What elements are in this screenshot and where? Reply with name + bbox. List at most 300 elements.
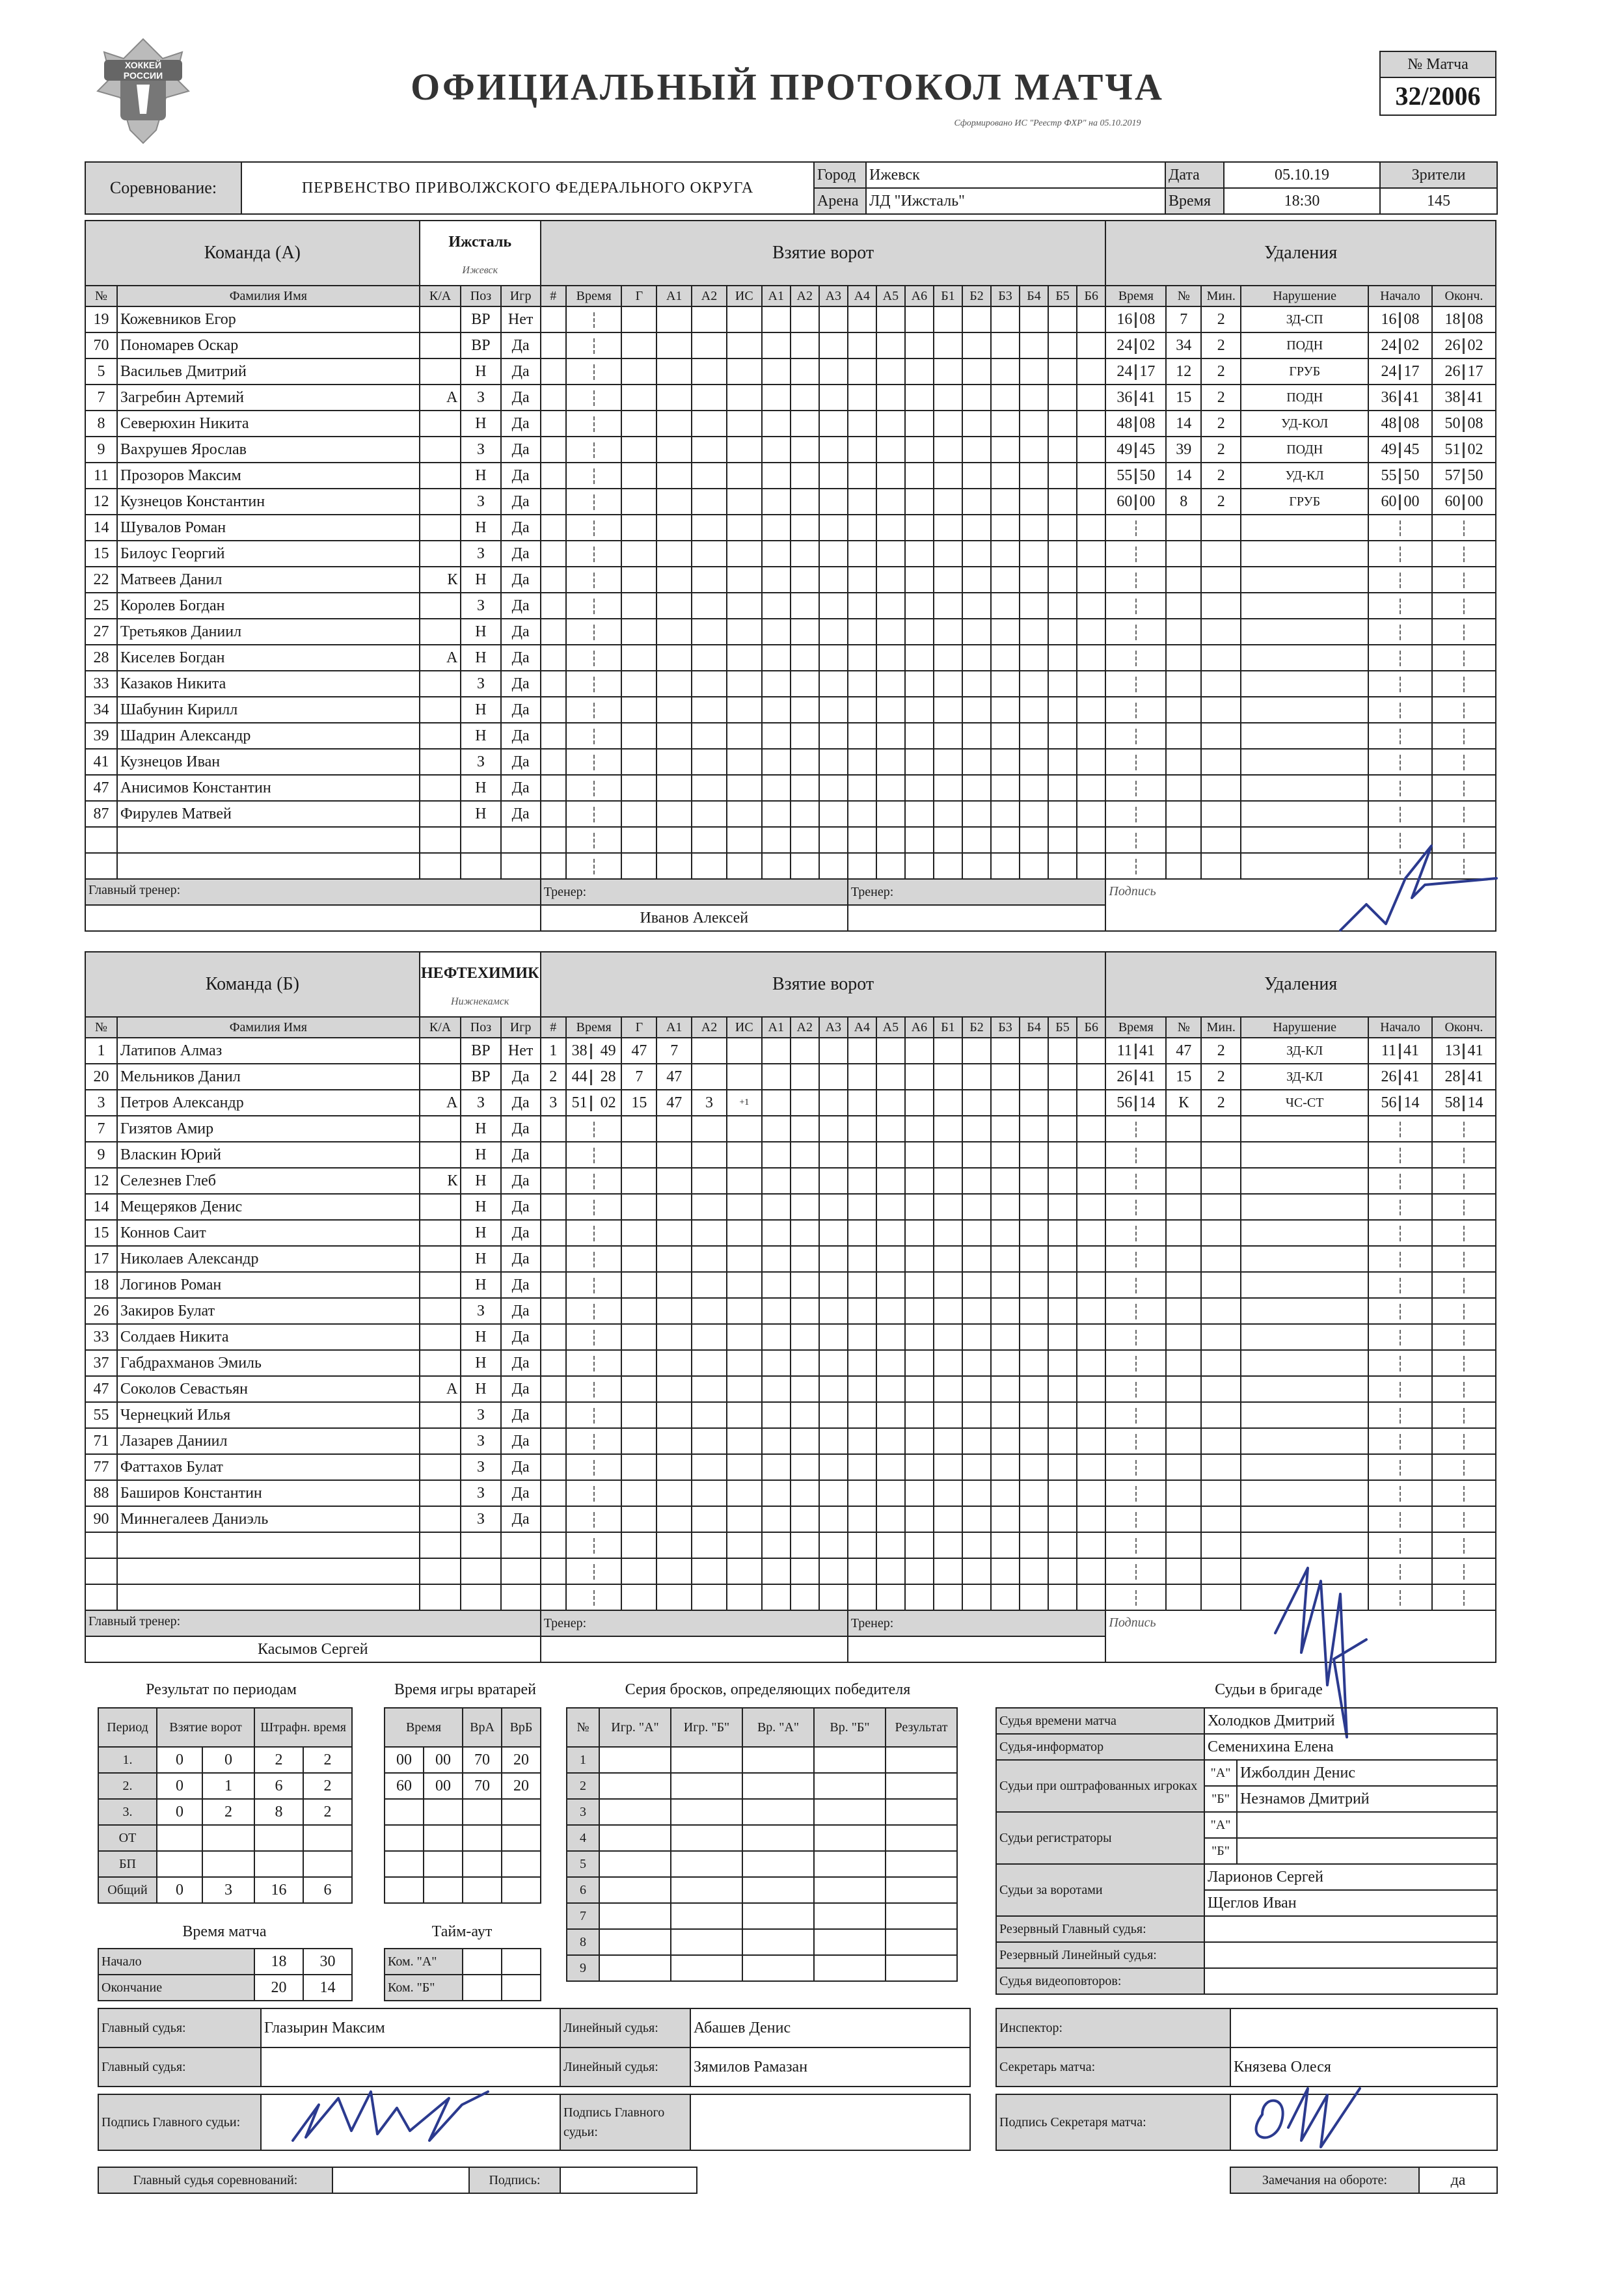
period-goals-b: 2 bbox=[202, 1799, 254, 1825]
time-sep bbox=[1400, 573, 1401, 588]
empty-cell bbox=[692, 1532, 727, 1558]
onice-cell bbox=[848, 332, 876, 358]
onice-cell bbox=[876, 1584, 905, 1610]
onice-cell bbox=[876, 1116, 905, 1142]
empty-cell bbox=[541, 567, 566, 593]
onice-cell bbox=[848, 1090, 876, 1116]
onice-cell bbox=[819, 1298, 848, 1324]
team_a-coach1-label: Тренер: bbox=[541, 879, 848, 905]
time-sep bbox=[1135, 1408, 1137, 1424]
empty-cell bbox=[692, 697, 727, 723]
timeout-a-m bbox=[463, 1949, 502, 1975]
informer-label: Судья-информатор bbox=[996, 1734, 1204, 1760]
empty-goal-time bbox=[566, 306, 622, 332]
timeout-b-s bbox=[502, 1975, 541, 2001]
pen-minutes: 2 bbox=[1201, 463, 1241, 489]
onice-cell bbox=[762, 1324, 791, 1350]
empty-cell bbox=[1166, 1246, 1201, 1272]
registrar-a-tag: "А" bbox=[1204, 1812, 1237, 1838]
onice-cell bbox=[962, 749, 991, 775]
onice-cell bbox=[962, 1324, 991, 1350]
empty-cell bbox=[656, 567, 692, 593]
empty-cell bbox=[727, 1584, 762, 1610]
empty-cell bbox=[1166, 723, 1201, 749]
onice-cell bbox=[905, 567, 934, 593]
time-sep bbox=[1463, 390, 1465, 406]
onice-cell bbox=[905, 697, 934, 723]
empty-pen-time bbox=[1105, 801, 1166, 827]
empty-cell bbox=[656, 723, 692, 749]
empty-pen-time bbox=[1105, 1558, 1166, 1584]
empty-cell bbox=[1241, 1272, 1368, 1298]
match-end-label: Окончание bbox=[98, 1975, 254, 2001]
pen-end bbox=[1432, 437, 1496, 463]
period-goals-b: 1 bbox=[202, 1773, 254, 1799]
time-sep bbox=[1400, 625, 1401, 640]
onice-cell bbox=[905, 515, 934, 541]
empty-cell bbox=[692, 1402, 727, 1428]
onice-cell bbox=[905, 1220, 934, 1246]
onice-cell bbox=[819, 619, 848, 645]
empty-pen-start bbox=[1368, 1480, 1432, 1506]
onice-cell bbox=[934, 1064, 962, 1090]
empty-pen-start bbox=[1368, 801, 1432, 827]
onice-cell bbox=[848, 1532, 876, 1558]
pen-min-val: 24 bbox=[1116, 337, 1133, 354]
empty-cell bbox=[117, 853, 420, 879]
time-sep bbox=[1463, 1460, 1465, 1476]
onice-cell bbox=[876, 1558, 905, 1584]
empty-cell bbox=[656, 671, 692, 697]
period-row bbox=[98, 1851, 352, 1877]
onice-cell bbox=[762, 437, 791, 463]
team_b-col-a2: А2 bbox=[692, 1017, 727, 1038]
team_b-player-row bbox=[85, 1480, 1496, 1506]
onice-cell bbox=[876, 1376, 905, 1402]
player-played: Да bbox=[501, 1090, 541, 1116]
pen-start bbox=[1368, 1090, 1432, 1116]
player-name: Фаттахов Булат bbox=[117, 1454, 420, 1480]
onice-cell bbox=[848, 1506, 876, 1532]
pen-infraction: ЧС-СТ bbox=[1241, 1090, 1368, 1116]
onice-cell bbox=[905, 358, 934, 385]
empty-cell bbox=[1166, 1558, 1201, 1584]
pen-infraction: ПОДН bbox=[1241, 437, 1368, 463]
empty-cell bbox=[1201, 1350, 1241, 1376]
shootout-table bbox=[566, 1707, 958, 1982]
empty-cell bbox=[541, 489, 566, 515]
pen-end-s: 02 bbox=[1467, 441, 1483, 458]
onice-cell bbox=[1048, 593, 1077, 619]
pen-min-val: 60 bbox=[1116, 493, 1133, 510]
player-number: 8 bbox=[85, 411, 117, 437]
onice-cell bbox=[876, 489, 905, 515]
empty-goal-time bbox=[566, 1376, 622, 1402]
onice-cell bbox=[934, 463, 962, 489]
empty-cell bbox=[1166, 1454, 1201, 1480]
onice-cell bbox=[762, 1428, 791, 1454]
onice-cell bbox=[991, 358, 1020, 385]
empty-cell bbox=[692, 1220, 727, 1246]
onice-cell bbox=[791, 1090, 819, 1116]
player-ka: К bbox=[420, 1168, 461, 1194]
competition-name: ПЕРВЕНСТВО ПРИВОЛЖСКОГО ФЕДЕРАЛЬНОГО ОКРУГА bbox=[241, 162, 814, 214]
onice-cell bbox=[934, 332, 962, 358]
player-played: Да bbox=[501, 619, 541, 645]
team_b-player-row bbox=[85, 1194, 1496, 1220]
empty-cell bbox=[814, 1773, 886, 1799]
time-sep bbox=[1135, 703, 1137, 718]
onice-cell bbox=[1020, 1038, 1048, 1064]
empty-cell bbox=[1201, 749, 1241, 775]
empty-cell bbox=[742, 1825, 814, 1851]
onice-cell bbox=[848, 1428, 876, 1454]
player-ka bbox=[420, 1194, 461, 1220]
empty-cell bbox=[886, 1877, 957, 1903]
player-played: Да bbox=[501, 749, 541, 775]
onice-cell bbox=[1077, 306, 1105, 332]
empty-cell bbox=[727, 385, 762, 411]
goalie-row bbox=[385, 1851, 541, 1877]
empty-cell bbox=[621, 1246, 656, 1272]
sig-main-label: Подпись Главного судьи: bbox=[98, 2094, 261, 2150]
player-ka bbox=[420, 1246, 461, 1272]
empty-pen-time bbox=[1105, 515, 1166, 541]
shootout-num: 5 bbox=[567, 1851, 599, 1877]
team_b-col-onice-2: А3 bbox=[819, 1017, 848, 1038]
pen-end-m: 13 bbox=[1444, 1042, 1461, 1059]
player-number: 11 bbox=[85, 463, 117, 489]
time-sep bbox=[1135, 1330, 1137, 1345]
player-name: Чернецкий Илья bbox=[117, 1402, 420, 1428]
onice-cell bbox=[991, 1298, 1020, 1324]
team_b-player-row bbox=[85, 1454, 1496, 1480]
empty-cell bbox=[671, 1955, 742, 1981]
time-sep bbox=[1135, 1122, 1137, 1137]
time-sep bbox=[1400, 1330, 1401, 1345]
empty-cell bbox=[727, 749, 762, 775]
time-sep bbox=[1135, 547, 1137, 562]
empty-pen-end bbox=[1432, 645, 1496, 671]
notes-label: Замечания на обороте: bbox=[1230, 2167, 1419, 2193]
onice-cell bbox=[848, 358, 876, 385]
time-sep bbox=[1135, 364, 1137, 380]
time-sep bbox=[1135, 468, 1137, 484]
empty-cell bbox=[621, 645, 656, 671]
onice-cell bbox=[791, 1402, 819, 1428]
player-number: 25 bbox=[85, 593, 117, 619]
onice-cell bbox=[934, 1584, 962, 1610]
period-row bbox=[98, 1773, 352, 1799]
pen-sec-val: 41 bbox=[1139, 1068, 1156, 1085]
onice-cell bbox=[1048, 645, 1077, 671]
shootout-title: Серия бросков, определяющих победителя bbox=[625, 1681, 911, 1698]
pen-infraction: ПОДН bbox=[1241, 385, 1368, 411]
pen-minutes: 2 bbox=[1201, 489, 1241, 515]
pen-min-val: 55 bbox=[1116, 467, 1133, 484]
team_b-col-onice-6: Б1 bbox=[934, 1017, 962, 1038]
timeout-b-m bbox=[463, 1975, 502, 2001]
empty-cell bbox=[621, 1558, 656, 1584]
player-name: Пономарев Оскар bbox=[117, 332, 420, 358]
player-name: Матвеев Данил bbox=[117, 567, 420, 593]
onice-cell bbox=[876, 1324, 905, 1350]
empty-pen-time bbox=[1105, 1298, 1166, 1324]
empty-cell bbox=[727, 437, 762, 463]
onice-cell bbox=[1077, 541, 1105, 567]
goal-a1: 47 bbox=[656, 1090, 692, 1116]
team_a-player-row bbox=[85, 306, 1496, 332]
empty-goal-time bbox=[566, 1350, 622, 1376]
onice-cell bbox=[962, 1194, 991, 1220]
time-sep bbox=[1463, 547, 1465, 562]
empty-cell bbox=[692, 541, 727, 567]
team_b-player-row bbox=[85, 1272, 1496, 1298]
onice-cell bbox=[962, 1532, 991, 1558]
empty-cell bbox=[599, 1955, 671, 1981]
team_a-col-g_g: Г bbox=[621, 286, 656, 306]
empty-cell bbox=[727, 1116, 762, 1142]
onice-cell bbox=[1048, 332, 1077, 358]
onice-cell bbox=[848, 1064, 876, 1090]
onice-cell bbox=[819, 1324, 848, 1350]
periods-col-period: Период bbox=[98, 1708, 157, 1747]
player-number: 55 bbox=[85, 1402, 117, 1428]
team_b-col-onice-11: Б6 bbox=[1077, 1017, 1105, 1038]
onice-cell bbox=[791, 1038, 819, 1064]
pen-start bbox=[1368, 385, 1432, 411]
empty-cell bbox=[541, 1558, 566, 1584]
empty-cell bbox=[599, 1929, 671, 1955]
goalie-row bbox=[385, 1877, 541, 1903]
empty-cell bbox=[461, 827, 500, 853]
onice-cell bbox=[1020, 567, 1048, 593]
onice-cell bbox=[1048, 1480, 1077, 1506]
team_b-col-onice-10: Б5 bbox=[1048, 1017, 1077, 1038]
onice-cell bbox=[791, 749, 819, 775]
onice-cell bbox=[1020, 853, 1048, 879]
empty-pen-end bbox=[1432, 1558, 1496, 1584]
onice-cell bbox=[819, 1376, 848, 1402]
onice-cell bbox=[991, 1246, 1020, 1272]
onice-cell bbox=[848, 1116, 876, 1142]
time-sep bbox=[593, 1382, 595, 1398]
onice-cell bbox=[934, 1116, 962, 1142]
onice-cell bbox=[991, 1376, 1020, 1402]
time-sep bbox=[1135, 1538, 1137, 1554]
time-sep bbox=[593, 677, 595, 692]
periods-table bbox=[98, 1707, 353, 1904]
onice-cell bbox=[819, 1428, 848, 1454]
player-played: Да bbox=[501, 1506, 541, 1532]
empty-cell bbox=[1166, 1402, 1201, 1428]
player-played: Нет bbox=[501, 306, 541, 332]
player-played: Да bbox=[501, 1298, 541, 1324]
player-played: Да bbox=[501, 1168, 541, 1194]
empty-goal-time bbox=[566, 827, 622, 853]
periods-title: Результат по периодам bbox=[146, 1681, 297, 1698]
onice-cell bbox=[876, 1402, 905, 1428]
empty-cell bbox=[385, 1877, 424, 1903]
penalty-box-label: Судьи при оштрафованных игроках bbox=[996, 1760, 1204, 1812]
player-ka bbox=[420, 437, 461, 463]
empty-cell bbox=[541, 671, 566, 697]
team_b-player-row bbox=[85, 1428, 1496, 1454]
onice-cell bbox=[934, 1402, 962, 1428]
onice-cell bbox=[1048, 1168, 1077, 1194]
onice-cell bbox=[991, 697, 1020, 723]
sign-label: Подпись: bbox=[469, 2167, 560, 2193]
empty-cell bbox=[656, 1584, 692, 1610]
onice-cell bbox=[1020, 489, 1048, 515]
onice-cell bbox=[1077, 1584, 1105, 1610]
time-sep bbox=[1463, 1252, 1465, 1267]
pen-end-s: 41 bbox=[1467, 389, 1483, 406]
player-ka bbox=[420, 1116, 461, 1142]
empty-pen-time bbox=[1105, 1272, 1166, 1298]
onice-cell bbox=[1020, 1220, 1048, 1246]
onice-cell bbox=[876, 1532, 905, 1558]
pen-player: 12 bbox=[1166, 358, 1201, 385]
empty-cell bbox=[541, 1584, 566, 1610]
team_b-player-row bbox=[85, 1064, 1496, 1090]
onice-cell bbox=[905, 749, 934, 775]
player-played: Да bbox=[501, 1064, 541, 1090]
pen-start-m: 16 bbox=[1381, 311, 1397, 328]
empty-cell bbox=[501, 1584, 541, 1610]
team_a-head-coach-label: Главный тренер: bbox=[85, 879, 541, 905]
pen-minutes: 2 bbox=[1201, 411, 1241, 437]
onice-cell bbox=[905, 1142, 934, 1168]
onice-cell bbox=[791, 1298, 819, 1324]
empty-cell bbox=[621, 1168, 656, 1194]
time-sep bbox=[1400, 1304, 1401, 1319]
pen-start bbox=[1368, 489, 1432, 515]
empty-cell bbox=[742, 1773, 814, 1799]
time-sep bbox=[1463, 1304, 1465, 1319]
empty-pen-time bbox=[1105, 645, 1166, 671]
team_b-col-pos: Поз bbox=[461, 1017, 500, 1038]
onice-cell bbox=[848, 515, 876, 541]
empty-goal-time bbox=[566, 1454, 622, 1480]
team_a-col-g_num: # bbox=[541, 286, 566, 306]
player-played: Да bbox=[501, 645, 541, 671]
empty-cell bbox=[541, 801, 566, 827]
empty-cell bbox=[692, 1350, 727, 1376]
onice-cell bbox=[819, 411, 848, 437]
onice-cell bbox=[1048, 1194, 1077, 1220]
empty-cell bbox=[541, 697, 566, 723]
arena-label: Арена bbox=[814, 188, 866, 214]
onice-cell bbox=[876, 671, 905, 697]
empty-cell bbox=[621, 1532, 656, 1558]
team_b-player-row bbox=[85, 1090, 1496, 1116]
pen-sec-val: 02 bbox=[1139, 337, 1156, 354]
pen-minutes: 2 bbox=[1201, 1038, 1241, 1064]
onice-cell bbox=[991, 1480, 1020, 1506]
shootout-row bbox=[567, 1877, 957, 1903]
player-pos: З bbox=[461, 1298, 500, 1324]
player-pos: З bbox=[461, 1506, 500, 1532]
onice-cell bbox=[876, 437, 905, 463]
goalie-time-title: Время игры вратарей bbox=[394, 1681, 536, 1698]
team_b-col-pen_end: Оконч. bbox=[1432, 1017, 1496, 1038]
onice-cell bbox=[876, 619, 905, 645]
player-ka bbox=[420, 1298, 461, 1324]
shootout-num: 7 bbox=[567, 1903, 599, 1929]
registrar-b-tag: "Б" bbox=[1204, 1838, 1237, 1864]
onice-cell bbox=[934, 1480, 962, 1506]
empty-pen-end bbox=[1432, 593, 1496, 619]
period-pim-b bbox=[303, 1825, 352, 1851]
pen-start-m: 36 bbox=[1381, 389, 1397, 406]
empty-cell bbox=[1241, 1298, 1368, 1324]
empty-pen-start bbox=[1368, 567, 1432, 593]
onice-cell bbox=[819, 1558, 848, 1584]
team_a-player-row bbox=[85, 775, 1496, 801]
time-sep bbox=[1135, 1174, 1137, 1189]
time-sep bbox=[1463, 755, 1465, 770]
player-ka: А bbox=[420, 645, 461, 671]
time-sep bbox=[1400, 520, 1401, 536]
goal-num: 2 bbox=[541, 1064, 566, 1090]
empty-cell bbox=[692, 1168, 727, 1194]
player-played: Да bbox=[501, 1220, 541, 1246]
onice-cell bbox=[962, 1454, 991, 1480]
player-name: Баширов Константин bbox=[117, 1480, 420, 1506]
onice-cell bbox=[905, 541, 934, 567]
team_a-player-row bbox=[85, 385, 1496, 411]
onice-cell bbox=[1048, 1506, 1077, 1532]
onice-cell bbox=[762, 1194, 791, 1220]
secretary-label: Секретарь матча: bbox=[996, 2047, 1230, 2087]
time-sep bbox=[1463, 1148, 1465, 1163]
onice-cell bbox=[819, 749, 848, 775]
onice-cell bbox=[962, 1064, 991, 1090]
goal-time bbox=[566, 1064, 622, 1090]
empty-goal-time bbox=[566, 1480, 622, 1506]
pen-minutes: 2 bbox=[1201, 1090, 1241, 1116]
player-ka bbox=[420, 306, 461, 332]
team_b-col-onice-1: А2 bbox=[791, 1017, 819, 1038]
empty-cell bbox=[727, 1376, 762, 1402]
pen-end-s: 41 bbox=[1467, 1068, 1483, 1085]
team_b-col-onice-4: А5 bbox=[876, 1017, 905, 1038]
empty-pen-end bbox=[1432, 1272, 1496, 1298]
team_a-col-onice-5: А6 bbox=[905, 286, 934, 306]
empty-cell bbox=[1166, 671, 1201, 697]
pen-sec-val: 14 bbox=[1139, 1094, 1156, 1111]
goalie-row bbox=[385, 1747, 541, 1773]
goal-scorer: 7 bbox=[621, 1064, 656, 1090]
time-sep bbox=[1135, 1226, 1137, 1241]
onice-cell bbox=[1077, 801, 1105, 827]
onice-cell bbox=[991, 1116, 1020, 1142]
time-sep bbox=[1135, 1564, 1137, 1580]
eagle-emblem-icon bbox=[85, 26, 202, 150]
onice-cell bbox=[848, 775, 876, 801]
shootout-num: 6 bbox=[567, 1877, 599, 1903]
player-pos: З bbox=[461, 437, 500, 463]
empty-cell bbox=[692, 358, 727, 385]
empty-cell bbox=[742, 1903, 814, 1929]
pen-player: 15 bbox=[1166, 1064, 1201, 1090]
empty-cell bbox=[1201, 827, 1241, 853]
time-sep bbox=[1135, 1304, 1137, 1319]
empty-cell bbox=[117, 1532, 420, 1558]
player-pos: Н bbox=[461, 567, 500, 593]
pen-time bbox=[1105, 1038, 1166, 1064]
